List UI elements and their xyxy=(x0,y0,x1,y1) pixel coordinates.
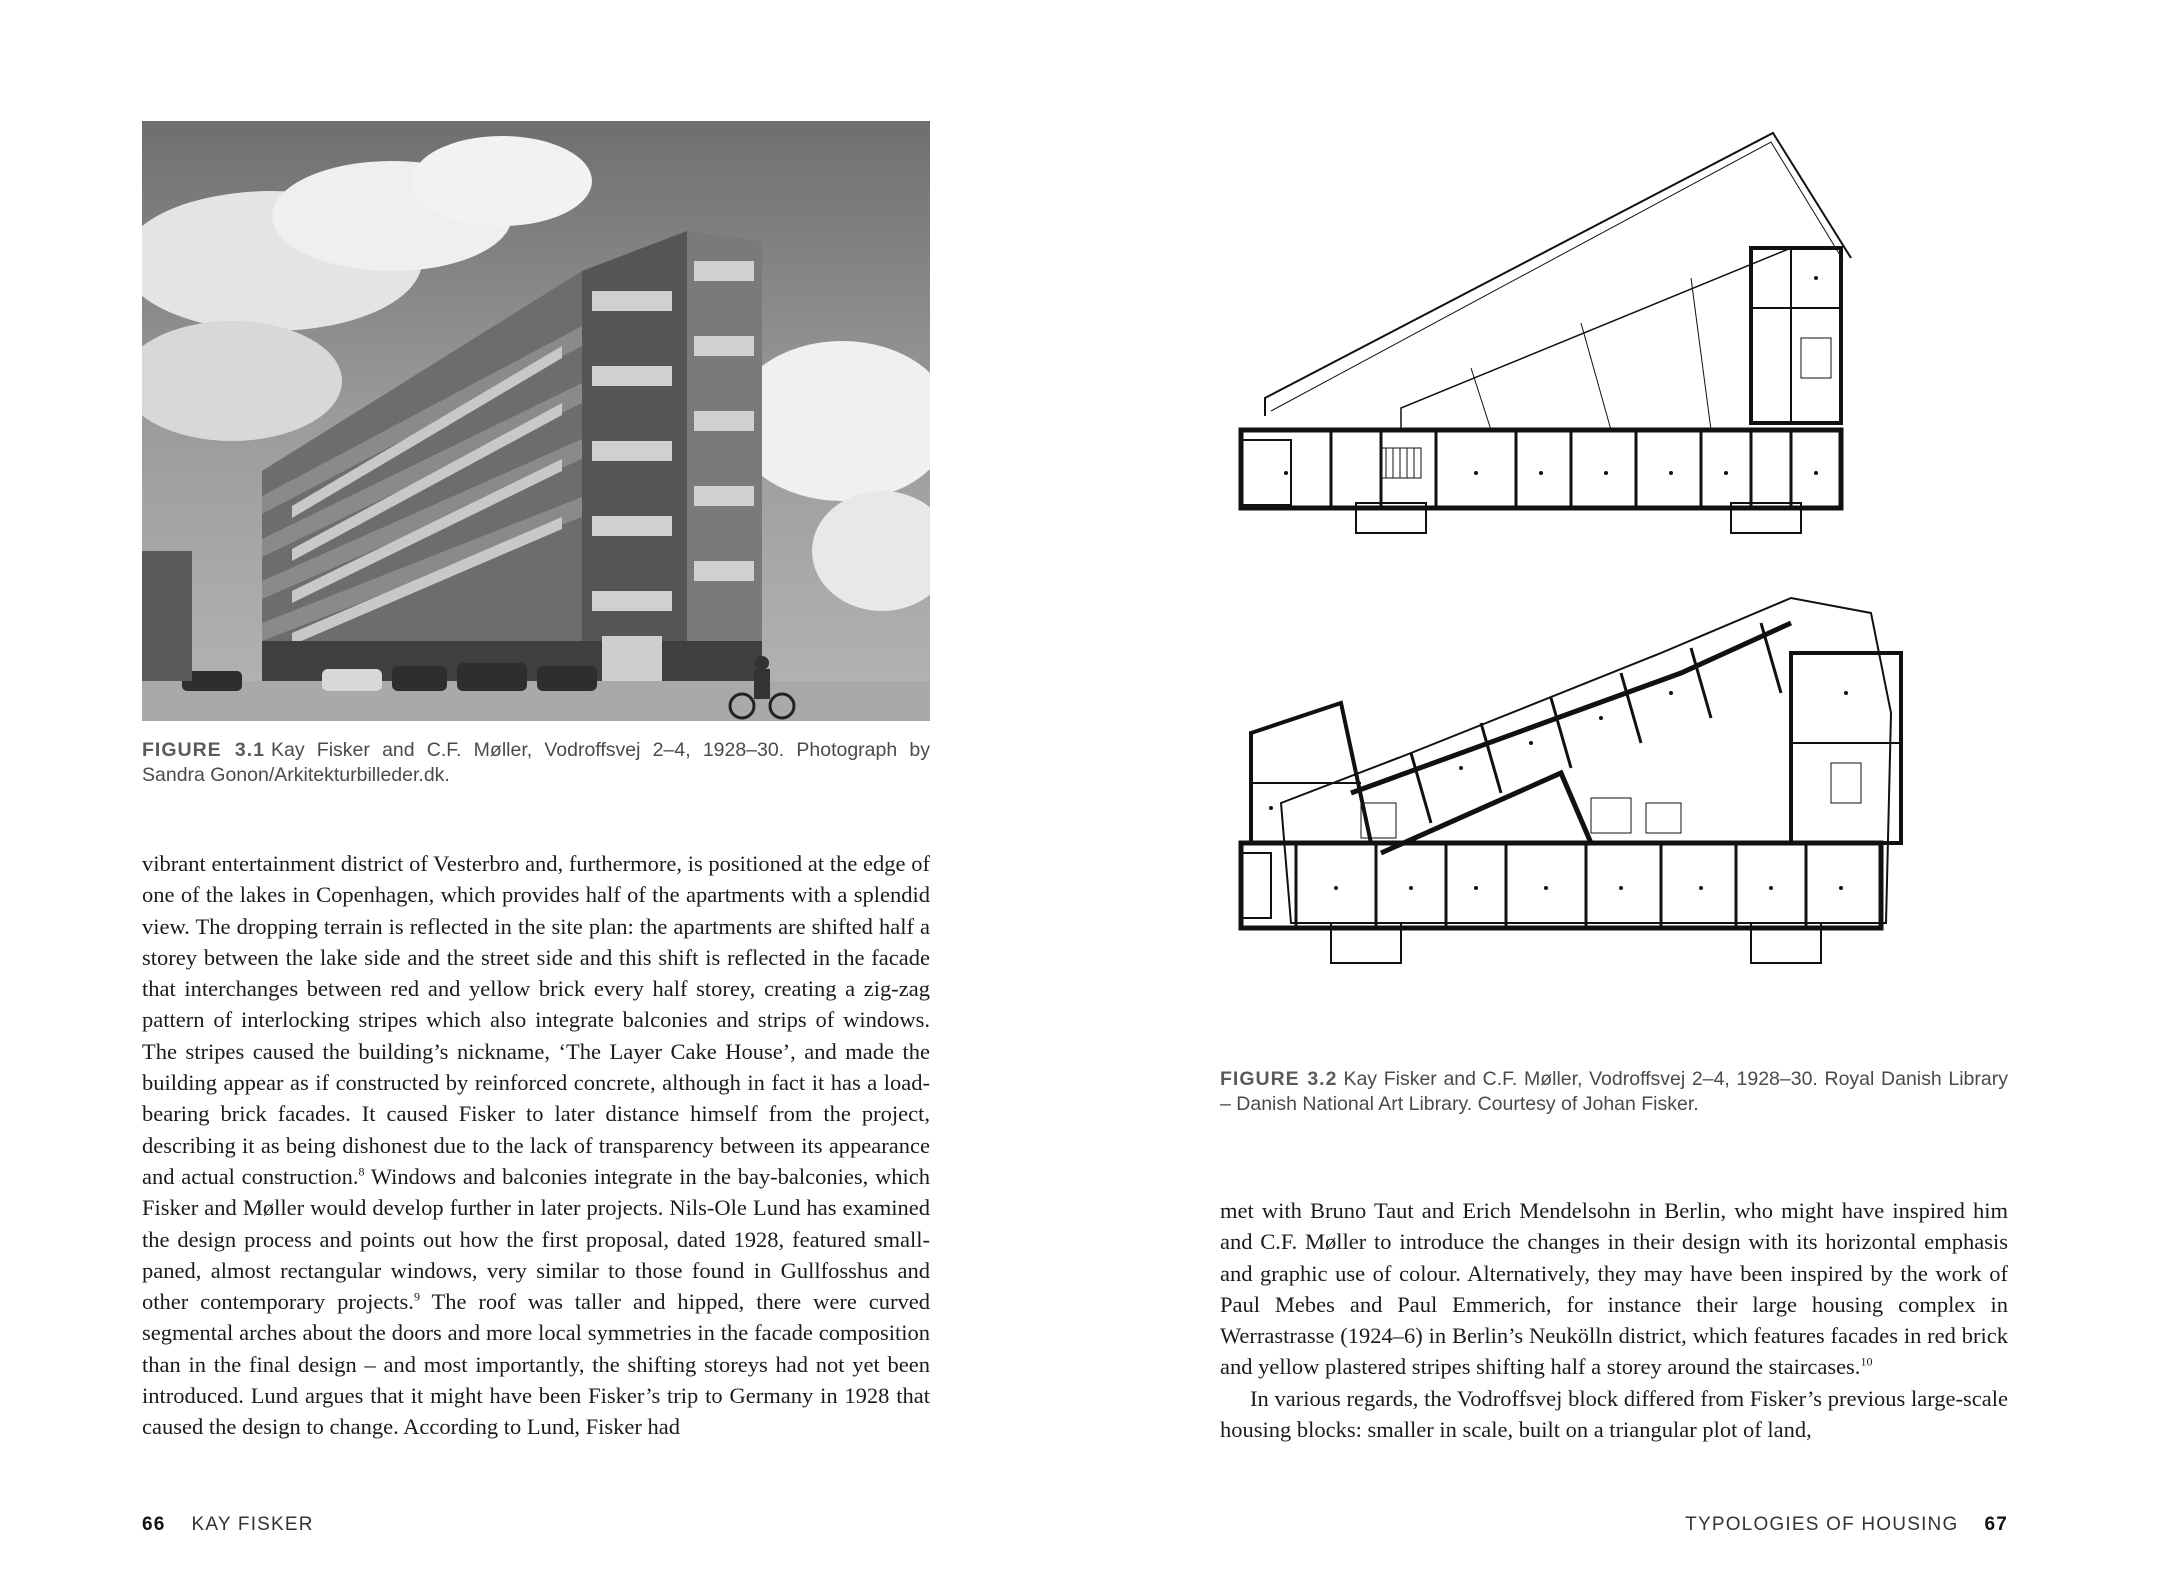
right-footer xyxy=(1685,1514,2008,1536)
photo-illustration xyxy=(142,121,930,721)
floor-plan-upper-drawing xyxy=(1231,128,2006,565)
left-footer xyxy=(142,1514,314,1536)
figure-3-2-caption-text: Kay Fisker and C.F. Møller, Vodroffsvej 2–4, 1928–30. Royal Danish Library – Danish National Art Library. Courtesy of Johan Fisker. xyxy=(1220,1068,2008,1115)
footnote-ref-10: 10 xyxy=(1860,1354,1873,1369)
figure-3-2-caption xyxy=(1220,1067,2008,1117)
figure-3-2-label: FIGURE 3.2 xyxy=(1220,1068,1338,1090)
page-number-right: 67 xyxy=(1984,1514,2008,1535)
left-body-text xyxy=(142,848,930,1443)
right-paragraph-1-text: met with Bruno Taut and Erich Mendelsohn in Berlin, who might have inspired him and C.F. Møller to introduce the changes in their design with its horizontal emphasis and graphic use of colour. Alternatively, they may have been inspired by the work of Paul Mebes and Paul Emmerich, for instance their large housing complex in Werrastrasse (1924–6) in Berlin’s Neukölln district, which features facades in red brick and yellow plastered stripes shifting half a storey around the staircases. xyxy=(1220,1198,2008,1380)
footnote-ref-9: 9 xyxy=(413,1289,420,1304)
right-body-text xyxy=(1220,1195,2008,1445)
right-paragraph-2: In various regards, the Vodroffsvej block differed from Fisker’s previous large-scale housing blocks: smaller in scale, built on a triangular plot of land, xyxy=(1220,1385,2008,1443)
figure-3-1-label: FIGURE 3.1 xyxy=(142,739,265,761)
footnote-ref-8: 8 xyxy=(358,1164,365,1179)
left-paragraph-part-1: vibrant entertainment district of Vesterbro and, furthermore, is positioned at the edge of one of the lakes in Copenhagen, which provides half of the apartments with a splendid view. The dropping terrain is reflected in the site plan: the apartments are shifted half a storey between the lake side and the street side and this shift is reflected in the facade that interchanges between red and yellow brick every half storey, creating a zig-zag pattern of interlocking stripes which also integrate balconies and strips of windows. The stripes caused the building’s nickname, ‘The Layer Cake House’, and made the building appear as if constructed by reinforced concrete, although in fact it has a load-bearing brick facades. It caused Fisker to later distance himself from the project, describing it as being dishonest due to the lack of transparency between its appearance and actual construction. xyxy=(142,851,930,1189)
page-number-left: 66 xyxy=(142,1514,166,1535)
right-paragraph-1 xyxy=(1220,1195,2008,1383)
floor-plan-lower xyxy=(1231,593,2006,1030)
figure-3-1-caption xyxy=(142,738,930,788)
running-head-right: TYPOLOGIES OF HOUSING xyxy=(1685,1514,1959,1535)
floor-plan-upper xyxy=(1231,128,2006,565)
floor-plan-lower-drawing xyxy=(1231,593,2006,1030)
left-paragraph xyxy=(142,848,930,1443)
building-photograph xyxy=(142,121,930,721)
left-paragraph-part-2: Windows and balconies integrate in the bay-balconies, which Fisker and Møller would develop further in later projects. Nils-Ole Lund has examined the design process and points out how the first proposal, dated 1928, featured small-paned, almost rectangular windows, very similar to those found in Gullfosshus and other contemporary projects. xyxy=(142,1163,930,1315)
running-head-left: KAY FISKER xyxy=(191,1514,314,1535)
left-paragraph-part-3: The roof was taller and hipped, there were curved segmental arches about the doors and more local symmetries in the facade composition than in the final design – and most importantly, the shifting storeys had not yet been introduced. Lund argues that it might have been Fisker’s trip to Germany in 1928 that caused the design to change. According to Lund, Fisker had xyxy=(142,1289,930,1440)
figure-3-1-caption-text: Kay Fisker and C.F. Møller, Vodroffsvej 2–4, 1928–30. Photograph by Sandra Gonon/Arkitekturbilleder.dk. xyxy=(142,739,930,786)
